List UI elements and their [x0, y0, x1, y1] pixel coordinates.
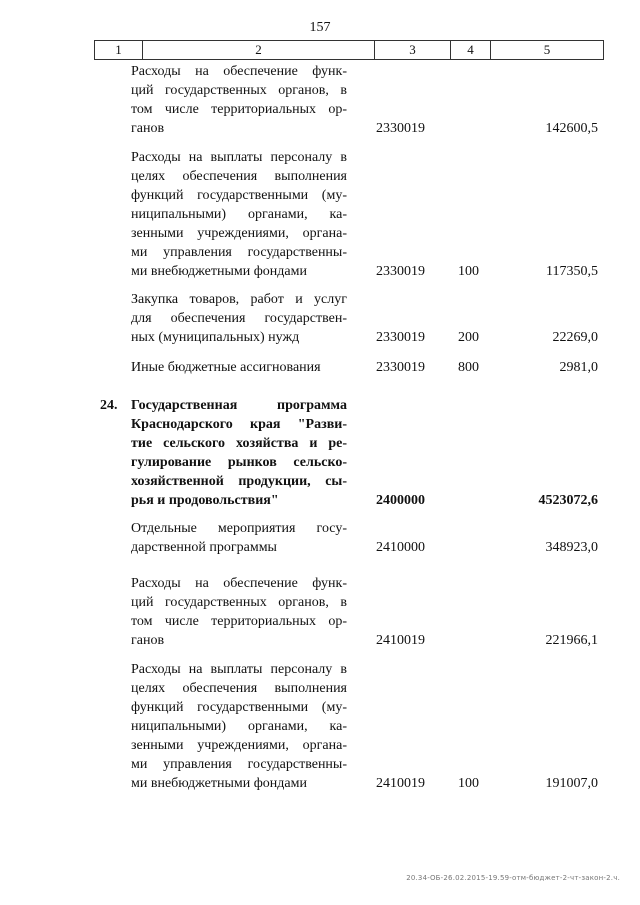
header-col-3: 3	[375, 41, 451, 59]
row-code: 2400000	[376, 493, 425, 508]
row-name	[131, 290, 347, 347]
row-name-line: ми внебюджетными фондами	[131, 264, 307, 279]
row-code: 2410000	[376, 540, 425, 555]
row-name-line: ганов	[131, 633, 165, 648]
row-name-line: тие сельского хозяйства и ре-	[131, 436, 347, 451]
row-name	[131, 574, 347, 650]
row-code: 2410019	[376, 633, 425, 648]
row-name-line: ниципальными) органами, ка-	[131, 719, 347, 734]
header-col-1: 1	[95, 41, 143, 59]
row-name-line: Расходы на выплаты персоналу в	[131, 150, 347, 165]
row-name-line: зенными учреждениями, органа-	[131, 738, 347, 753]
row-name-line: ми управления государственны-	[131, 757, 347, 772]
row-amount: 4523072,6	[538, 493, 598, 508]
row-name-line: дарственной программы	[131, 540, 277, 555]
header-col-4: 4	[451, 41, 491, 59]
row-code: 2330019	[376, 330, 425, 345]
row-vr: 800	[458, 360, 479, 375]
header-col-2: 2	[143, 41, 375, 59]
row-name-line: ций государственных органов, в	[131, 595, 347, 610]
row-name	[131, 358, 347, 377]
row-name-line: целях обеспечения выполнения	[131, 681, 347, 696]
row-name-line: Расходы на обеспечение функ-	[131, 576, 347, 591]
row-code: 2410019	[376, 776, 425, 791]
footer-stamp: 20.34-ОБ-26.02.2015-19.59-отм-бюджет-2-чт-закон-2.ч.	[406, 874, 620, 882]
row-name-line: для обеспечения государствен-	[131, 311, 347, 326]
row-number: 24.	[100, 398, 118, 413]
row-amount: 348923,0	[545, 540, 598, 555]
row-amount: 2981,0	[559, 360, 598, 375]
row-name-line: Государственная программа	[131, 398, 347, 413]
row-name	[131, 519, 347, 557]
row-vr: 100	[458, 776, 479, 791]
row-name-line: хозяйственной продукции, сы-	[131, 474, 347, 489]
row-name-line: гулирование рынков сельско-	[131, 455, 347, 470]
row-name-line: рья и продовольствия"	[131, 493, 279, 508]
row-name-line: ций государственных органов, в	[131, 83, 347, 98]
row-amount: 142600,5	[545, 121, 598, 136]
row-name-line: функций государственными (му-	[131, 700, 347, 715]
row-name	[131, 396, 347, 510]
row-name-line: ниципальными) органами, ка-	[131, 207, 347, 222]
row-name-line: том числе территориальных ор-	[131, 102, 347, 117]
row-name-line: том числе территориальных ор-	[131, 614, 347, 629]
row-name-line: Иные бюджетные ассигнования	[131, 360, 321, 375]
row-name	[131, 62, 347, 138]
page-number: 157	[309, 20, 331, 35]
row-name-line: ных (муниципальных) нужд	[131, 330, 300, 345]
row-name-line: Расходы на выплаты персоналу в	[131, 662, 347, 677]
row-code: 2330019	[376, 264, 425, 279]
row-name	[131, 660, 347, 793]
row-name-line: Отдельные мероприятия госу-	[131, 521, 347, 536]
row-name-line: ми управления государственны-	[131, 245, 347, 260]
row-vr: 200	[458, 330, 479, 345]
row-name-line: целях обеспечения выполнения	[131, 169, 347, 184]
row-code: 2330019	[376, 121, 425, 136]
table-header	[94, 40, 604, 60]
row-amount: 221966,1	[545, 633, 598, 648]
row-code: 2330019	[376, 360, 425, 375]
row-vr: 100	[458, 264, 479, 279]
header-col-5: 5	[543, 42, 551, 57]
row-name-line: Закупка товаров, работ и услуг	[131, 292, 347, 307]
row-name-line: Расходы на обеспечение функ-	[131, 64, 347, 79]
row-name-line: ми внебюджетными фондами	[131, 776, 307, 791]
row-amount: 191007,0	[545, 776, 598, 791]
row-name	[131, 148, 347, 281]
row-name-line: ганов	[131, 121, 165, 136]
row-amount: 22269,0	[552, 330, 598, 345]
row-name-line: Краснодарского края "Разви-	[131, 417, 347, 432]
row-name-line: зенными учреждениями, органа-	[131, 226, 347, 241]
row-name-line: функций государственными (му-	[131, 188, 347, 203]
row-amount: 117350,5	[546, 264, 598, 279]
